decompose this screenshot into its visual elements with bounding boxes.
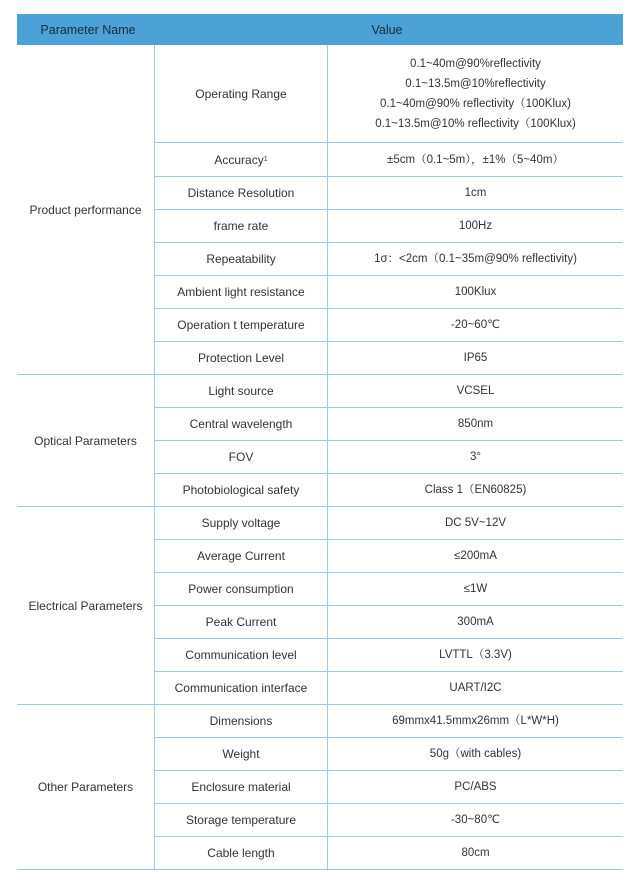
value-line: VCSEL [456, 385, 495, 397]
table-row [155, 705, 623, 738]
parameter-name-text: Enclosure material [191, 780, 291, 794]
table-row [155, 672, 623, 704]
parameter-value [328, 441, 623, 473]
table-row [155, 45, 623, 143]
table-row [155, 210, 623, 243]
table-row [155, 243, 623, 276]
value-line: UART/I2C [449, 682, 502, 694]
parameter-value [328, 639, 623, 671]
parameter-name-text: Storage temperature [185, 813, 297, 827]
parameter-value [328, 276, 623, 308]
parameter-value [328, 837, 623, 869]
parameter-name [155, 309, 328, 341]
parameter-name [155, 705, 328, 737]
parameter-name [155, 540, 328, 572]
value-line: 0.1~13.5m@10%reflectivity [405, 77, 546, 90]
table-row [155, 771, 623, 804]
value-line: 300mA [457, 616, 494, 628]
parameter-name-text: Communication interface [174, 681, 308, 695]
value-line: 1σ：<2cm（0.1~35m@90% reflectivity) [374, 253, 577, 265]
parameter-name [155, 804, 328, 836]
value-line: 0.1~13.5m@10% reflectivity（100Klux) [375, 117, 576, 130]
parameter-name-text: Ambient light resistance [177, 285, 305, 299]
table-row [155, 573, 623, 606]
table-row [155, 276, 623, 309]
parameter-name-text: Supply voltage [201, 516, 281, 530]
parameter-name-text: Weight [222, 747, 260, 761]
parameter-value [328, 705, 623, 737]
parameter-name [155, 573, 328, 605]
parameter-name-text: FOV [228, 450, 254, 464]
parameter-name-text: Accuracy [214, 152, 264, 167]
table-row [155, 837, 623, 869]
table-row [155, 540, 623, 573]
parameter-name-text: Central wavelength [189, 417, 293, 431]
parameter-value [328, 474, 623, 506]
parameter-value [328, 507, 623, 539]
parameter-name-text: Cable length [207, 846, 275, 860]
group-rows [155, 705, 623, 869]
parameter-name-text: Average Current [197, 549, 285, 563]
table-header [17, 14, 623, 45]
parameter-name [155, 606, 328, 638]
table-row [155, 408, 623, 441]
parameter-name [155, 408, 328, 440]
table-row [155, 143, 623, 177]
value-line: PC/ABS [454, 781, 497, 793]
parameter-value [328, 309, 623, 341]
value-line: 1cm [464, 187, 487, 199]
table-row [155, 342, 623, 374]
table-row [155, 441, 623, 474]
parameter-value [328, 177, 623, 209]
parameter-name [155, 375, 328, 407]
value-line: 3° [470, 451, 481, 463]
table-row [155, 474, 623, 506]
parameter-value [328, 771, 623, 803]
param-group [17, 507, 623, 705]
parameter-value [328, 606, 623, 638]
parameter-name [155, 177, 328, 209]
group-category: Optical Parameters [17, 375, 155, 506]
group-category: Other Parameters [17, 705, 155, 869]
parameter-name [155, 276, 328, 308]
parameter-value [328, 45, 623, 142]
value-line: 850nm [457, 418, 494, 430]
parameter-value [328, 342, 623, 374]
parameter-value [328, 375, 623, 407]
parameter-value [328, 672, 623, 704]
parameter-name-text: Operation t temperature [177, 318, 305, 332]
parameter-name [155, 771, 328, 803]
parameter-name [155, 837, 328, 869]
parameter-value [328, 210, 623, 242]
parameter-value [328, 143, 623, 176]
param-group [17, 705, 623, 870]
parameter-value [328, 804, 623, 836]
value-line: ±5cm（0.1~5m），±1%（5~40m） [387, 153, 564, 166]
value-line: DC 5V~12V [444, 517, 507, 529]
value-line: -30~80℃ [450, 814, 501, 826]
parameter-name [155, 45, 328, 142]
group-rows [155, 45, 623, 374]
parameter-name [155, 210, 328, 242]
value-line: 80cm [461, 847, 490, 859]
value-line: 50g（with cables) [429, 748, 522, 760]
parameter-name [155, 342, 328, 374]
table-row [155, 804, 623, 837]
parameter-name [155, 143, 328, 176]
value-line: -20~60℃ [450, 319, 501, 331]
parameter-value [328, 738, 623, 770]
parameter-name [155, 639, 328, 671]
table-row [155, 639, 623, 672]
parameter-value [328, 540, 623, 572]
parameter-name-text: Repeatability [206, 252, 276, 266]
parameter-value [328, 243, 623, 275]
parameter-name-text: Distance Resolution [187, 186, 295, 200]
group-rows [155, 375, 623, 506]
parameter-name-text: Power consumption [188, 582, 294, 596]
table-row [155, 606, 623, 639]
value-line: ≤200mA [454, 550, 497, 562]
header-value: Value [371, 22, 403, 37]
value-line: ≤1W [463, 583, 488, 595]
table-row [155, 738, 623, 771]
parameter-name-text: Communication level [185, 648, 297, 662]
parameter-name [155, 507, 328, 539]
parameter-name [155, 441, 328, 473]
parameter-name-text: frame rate [213, 219, 269, 233]
parameter-name-text: Operating Range [195, 86, 287, 101]
header-parameter-name: Parameter Name [40, 22, 136, 37]
value-line: 0.1~40m@90% reflectivity（100Klux) [380, 97, 571, 110]
value-line: 100Klux [454, 286, 497, 298]
group-category: Product performance [17, 45, 155, 374]
value-line: 69mmx41.5mmx26mm（L*W*H) [392, 715, 559, 727]
parameter-name [155, 672, 328, 704]
parameter-name-text: Peak Current [205, 615, 277, 629]
parameter-value [328, 408, 623, 440]
parameter-name [155, 738, 328, 770]
parameter-name-text: Photobiological safety [182, 483, 300, 497]
group-category: Electrical Parameters [17, 507, 155, 704]
value-line: IP65 [463, 352, 488, 364]
table-row [155, 177, 623, 210]
footnote-marker: 1 [263, 156, 268, 163]
value-line: LVTTL（3.3V) [439, 649, 512, 661]
parameter-value [328, 573, 623, 605]
parameter-name [155, 474, 328, 506]
table-row [155, 507, 623, 540]
table-row [155, 309, 623, 342]
parameter-name-text: Light source [208, 384, 274, 398]
spec-table [17, 14, 623, 870]
parameter-name [155, 243, 328, 275]
param-group [17, 45, 623, 375]
table-row [155, 375, 623, 408]
value-line: 0.1~40m@90%reflectivity [410, 57, 541, 70]
param-group [17, 375, 623, 507]
value-line: 100Hz [458, 220, 493, 232]
parameter-name-text: Protection Level [197, 351, 285, 365]
parameter-name-text: Dimensions [209, 714, 273, 728]
table-body [17, 45, 623, 870]
group-rows [155, 507, 623, 704]
value-line: Class 1（EN60825) [424, 484, 527, 496]
